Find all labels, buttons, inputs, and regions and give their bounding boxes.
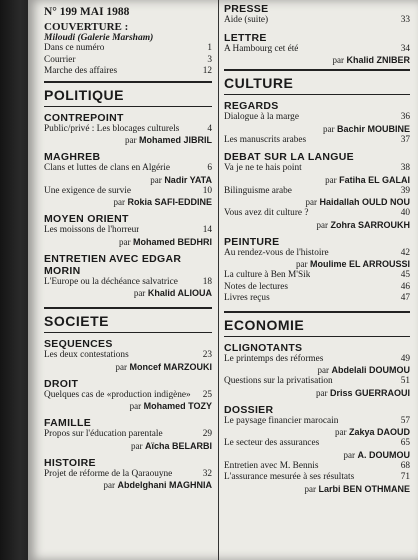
author-line: par Larbi BEN OTHMANE — [304, 483, 410, 494]
author-line: par Mohamed TOZY — [129, 401, 212, 411]
author-line: par Abdelghani MAGHNIA — [103, 480, 212, 490]
author-line: par A. DOUMOU — [343, 449, 410, 460]
toc-entry[interactable]: Clans et luttes de clans en Algérie 6 — [44, 163, 212, 173]
rubric-peinture: PEINTURE — [224, 235, 280, 248]
rubric-lettre: LETTRE — [224, 31, 267, 44]
toc-entry[interactable]: Notes de lectures 46 — [224, 281, 410, 292]
section-title-culture: CULTURE — [224, 75, 294, 91]
section-rule — [224, 94, 410, 95]
toc-entry[interactable]: Au rendez-vous de l'histoire 42 — [224, 247, 410, 258]
toc-entry[interactable]: L'Europe ou la déchéance salvatrice 18 — [44, 276, 212, 287]
column-divider — [218, 0, 219, 560]
section-rule — [224, 336, 410, 337]
toc-entry[interactable]: Courrier 3 — [44, 54, 212, 65]
author-line: par Fatiha EL GALAI — [325, 174, 410, 185]
rubric-famille: FAMILLE — [44, 417, 92, 429]
toc-entry[interactable]: La culture à Ben M'Sik 45 — [224, 270, 410, 280]
toc-entry[interactable]: Les deux contestations 23 — [44, 350, 212, 360]
toc-entry[interactable]: Entretien avec M. Bennis 68 — [224, 460, 410, 471]
author-line: par Abdelali DOUMOU — [317, 365, 410, 375]
rubric-moyen-orient: MOYEN ORIENT — [44, 213, 129, 225]
author-line: par Nadir YATA — [150, 174, 212, 185]
toc-entry[interactable]: Vous avez dit culture ? 40 — [224, 208, 410, 218]
toc-entry[interactable]: Va je ne te hais point 38 — [224, 163, 410, 173]
toc-entry[interactable]: Les manuscrits arabes 37 — [224, 134, 410, 145]
author-line: par Aïcha BELARBI — [130, 440, 212, 451]
cover-credit: Miloudi (Galerie Marsham) — [44, 33, 154, 43]
section-title-societe: SOCIETE — [44, 313, 109, 329]
toc-entry[interactable]: Projet de réforme de la Qaraouyne 32 — [44, 468, 212, 479]
toc-entry[interactable]: Livres reçus 47 — [224, 293, 410, 303]
section-rule — [44, 106, 212, 107]
left-column — [44, 0, 212, 491]
section-rule — [44, 332, 212, 333]
author-line: par Mohamed JIBRIL — [124, 135, 212, 145]
author-line: par Moncef MARZOUKI — [115, 361, 212, 372]
section-rule — [224, 69, 410, 71]
toc-entry[interactable]: Le paysage financier marocain 57 — [224, 415, 410, 426]
rubric-regards: REGARDS — [224, 100, 279, 112]
toc-entry[interactable]: Le secteur des assurances 65 — [224, 438, 410, 448]
rubric-maghreb: MAGHREB — [44, 151, 101, 163]
rubric-histoire: HISTOIRE — [44, 456, 96, 469]
author-line: par Bachir MOUBINE — [322, 123, 410, 134]
author-line: par Moulime EL ARROUSSI — [295, 259, 410, 269]
toc-entry[interactable]: Aide (suite) 33 — [224, 15, 410, 25]
cover-label: COUVERTURE : — [44, 21, 129, 33]
right-column — [224, 0, 410, 495]
section-rule — [44, 307, 212, 309]
toc-entry[interactable]: L'assurance mesurée à ses résultats 71 — [224, 472, 410, 482]
author-line: par Rokia SAFI-EDDINE — [113, 197, 212, 207]
rubric-clignotants: CLIGNOTANTS — [224, 341, 303, 354]
toc-entry[interactable]: Dans ce numéro 1 — [44, 43, 212, 53]
section-rule — [224, 311, 410, 313]
author-line: par Khalid ALIOUA — [133, 288, 212, 298]
rubric-presse: PRESSE — [224, 3, 269, 15]
rubric-entretien: ENTRETIEN AVEC EDGAR MORIN — [44, 252, 182, 277]
toc-entry[interactable]: Le printemps des réformes 49 — [224, 353, 410, 364]
issue-number: N° 199 MAI 1988 — [44, 6, 130, 18]
rubric-debat: DEBAT SUR LA LANGUE — [224, 151, 354, 163]
section-title-economie: ECONOMIE — [224, 316, 305, 333]
author-line: par Zakya DAOUD — [334, 427, 410, 437]
toc-entry[interactable]: Dialogue à la marge 36 — [224, 112, 410, 122]
toc-entry[interactable]: Quelques cas de «production indigène» 25 — [44, 389, 212, 400]
toc-entry[interactable]: Questions sur la privatisation 51 — [224, 376, 410, 386]
toc-entry[interactable]: A Hambourg cet été 34 — [224, 43, 410, 54]
toc-entry[interactable]: Public/privé : Les blocages culturels 4 — [44, 123, 212, 134]
rubric-droit: DROIT — [44, 377, 79, 390]
toc-entry[interactable]: Bilinguisme arabe 39 — [224, 185, 410, 196]
author-line: par Zohra SARROUKH — [316, 219, 410, 230]
section-title-politique: POLITIQUE — [44, 86, 124, 103]
author-line: par Driss GUERRAOUI — [315, 387, 410, 398]
toc-entry[interactable]: Marche des affaires 12 — [44, 66, 212, 76]
author-line: par Khalid ZNIBER — [332, 55, 410, 65]
toc-entry[interactable]: Les moissons de l'horreur 14 — [44, 225, 212, 235]
toc-entry[interactable]: Une exigence de survie 10 — [44, 185, 212, 196]
toc-entry[interactable]: Propos sur l'éducation parentale 29 — [44, 429, 212, 439]
author-line: par Haidallah OULD NOU — [305, 197, 410, 207]
rubric-sequences: SEQUENCES — [44, 338, 113, 350]
author-line: par Mohamed BEDHRI — [118, 236, 212, 247]
rubric-contrepoint: CONTREPOINT — [44, 111, 124, 124]
section-rule — [44, 81, 212, 83]
rubric-dossier: DOSSIER — [224, 403, 274, 416]
